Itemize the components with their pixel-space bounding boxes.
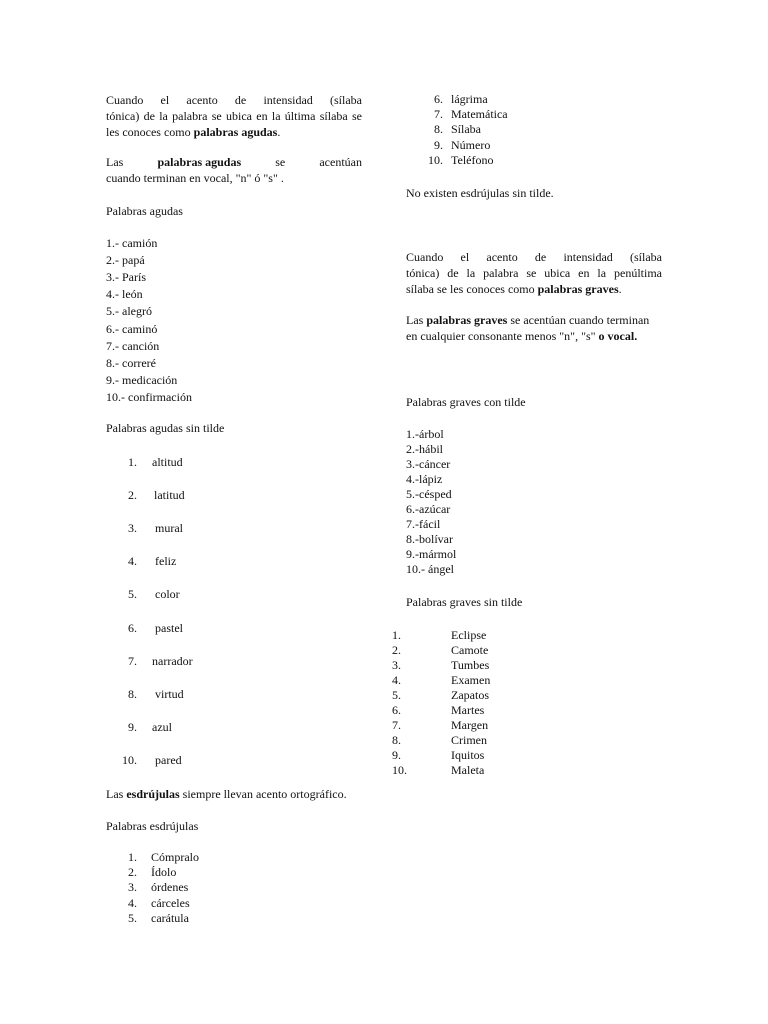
- no-esdrujulas-note: No existen esdrújulas sin tilde.: [406, 186, 554, 200]
- graves-con-tilde-item: 5.-césped: [406, 487, 452, 501]
- agudas-intro-line-2: tónica) de la palabra se ubica en la última sílaba se: [106, 109, 362, 123]
- list-word: Tumbes: [451, 658, 490, 672]
- agudas-sin-tilde-heading: Palabras agudas sin tilde: [106, 421, 225, 435]
- list-number: 5.: [128, 910, 137, 925]
- agudas-intro-paragraph: [106, 92, 362, 140]
- list-word: pastel: [155, 620, 183, 635]
- list-word: Iquitos: [451, 748, 485, 762]
- list-number: 9.: [434, 137, 443, 152]
- list-number: 5.: [392, 688, 401, 702]
- agudas-heading: Palabras agudas: [106, 204, 183, 218]
- list-word: Crimen: [451, 733, 487, 747]
- agudas-item: 4.- león: [106, 287, 143, 302]
- list-number: 4.: [392, 673, 401, 687]
- graves-con-tilde-item: 1.-árbol: [406, 427, 444, 441]
- list-word: Zapatos: [451, 688, 489, 702]
- list-number: 2.: [392, 643, 401, 657]
- list-number: 6.: [434, 92, 443, 106]
- list-number: 9.: [128, 719, 137, 734]
- list-number: 1.: [392, 628, 401, 642]
- list-word: latitud: [154, 488, 185, 503]
- esdrujulas-heading: Palabras esdrújulas: [106, 819, 199, 833]
- agudas-intro-line-1: Cuando el acento de intensidad (sílaba: [106, 93, 362, 107]
- list-number: 2.: [128, 865, 137, 880]
- graves-intro-line-1: Cuando el acento de intensidad (sílaba: [406, 250, 662, 264]
- agudas-rule-line-1: Las palabras agudas se acentúan: [106, 155, 362, 169]
- list-word: cárceles: [151, 895, 190, 910]
- list-number: 6.: [392, 703, 401, 717]
- agudas-intro-line-3: les conoces como palabras agudas.: [106, 125, 281, 139]
- agudas-item: 3.- París: [106, 270, 146, 285]
- agudas-item: 6.- caminó: [106, 321, 158, 336]
- list-word: lágrima: [451, 92, 488, 106]
- list-number: 5.: [128, 587, 137, 602]
- list-number: 1.: [128, 455, 137, 469]
- agudas-rule-line-2: cuando terminan en vocal, "n" ó "s" .: [106, 171, 284, 185]
- list-number: 9.: [392, 748, 401, 762]
- list-word: narrador: [152, 653, 193, 668]
- list-number: 8.: [434, 122, 443, 137]
- agudas-item: 10.- confirmación: [106, 389, 192, 404]
- graves-con-tilde-item: 8.-bolívar: [406, 532, 453, 546]
- agudas-item: 7.- canción: [106, 338, 160, 353]
- list-number: 10.: [428, 152, 443, 167]
- list-number: 4.: [128, 895, 137, 910]
- graves-rule-exception: o vocal.: [598, 329, 638, 343]
- list-word: Ídolo: [151, 865, 177, 880]
- agudas-term: palabras agudas: [193, 125, 278, 139]
- list-number: 1.: [128, 850, 137, 864]
- list-number: 3.: [128, 880, 137, 895]
- graves-rule-line-2: en cualquier consonante menos "n", "s" o vocal.: [406, 329, 638, 343]
- list-word: Sílaba: [451, 122, 481, 137]
- graves-intro-line-3: sílaba se les conoces como palabras graves.: [406, 282, 622, 296]
- graves-term: palabras graves: [537, 282, 619, 296]
- agudas-item: 5.- alegró: [106, 304, 152, 319]
- list-word: Cómpralo: [151, 850, 199, 864]
- list-word: Margen: [451, 718, 489, 732]
- list-word: Maleta: [451, 763, 485, 777]
- list-number: 8.: [392, 733, 401, 747]
- list-word: Matemática: [451, 107, 508, 122]
- graves-intro-paragraph: [406, 249, 662, 297]
- list-number: 7.: [392, 718, 401, 732]
- list-number: 7.: [128, 653, 137, 668]
- esdrujulas-term: esdrújulas: [126, 787, 180, 801]
- agudas-item: 2.- papá: [106, 253, 145, 268]
- list-number: 10.: [122, 752, 137, 767]
- graves-con-tilde-item: 6.-azúcar: [406, 502, 451, 516]
- list-number: 10.: [392, 763, 407, 777]
- list-number: 4.: [128, 554, 137, 569]
- list-word: Teléfono: [451, 152, 494, 167]
- list-word: Martes: [451, 703, 485, 717]
- list-word: feliz: [155, 554, 177, 569]
- list-number: 2.: [128, 488, 137, 503]
- list-word: Examen: [451, 673, 491, 687]
- graves-sin-tilde-heading: Palabras graves sin tilde: [406, 595, 523, 609]
- list-word: Eclipse: [451, 628, 487, 642]
- list-number: 3.: [392, 658, 401, 672]
- graves-rule-term: palabras graves: [426, 313, 508, 327]
- list-word: mural: [155, 521, 183, 536]
- list-word: Camote: [451, 643, 489, 657]
- graves-rule-paragraph: [406, 312, 662, 344]
- list-word: Número: [451, 137, 491, 152]
- list-number: 3.: [128, 521, 137, 536]
- list-word: carátula: [151, 910, 189, 925]
- graves-con-tilde-heading: Palabras graves con tilde: [406, 395, 526, 409]
- list-number: 6.: [128, 620, 137, 635]
- list-word: azul: [152, 719, 172, 734]
- graves-con-tilde-item: 3.-cáncer: [406, 457, 451, 471]
- graves-con-tilde-item: 2.-hábil: [406, 442, 443, 456]
- list-number: 7.: [434, 107, 443, 122]
- agudas-rule-term: palabras agudas: [157, 155, 242, 169]
- list-word: pared: [155, 752, 182, 767]
- graves-con-tilde-item: 4.-lápiz: [406, 472, 443, 486]
- agudas-item: 8.- correré: [106, 355, 156, 370]
- graves-intro-line-2: tónica) de la palabra se ubica en la penúltima: [406, 266, 662, 280]
- list-word: color: [155, 587, 180, 602]
- agudas-item: 9.- medicación: [106, 372, 178, 387]
- list-word: órdenes: [151, 880, 189, 895]
- graves-con-tilde-item: 10.- ángel: [406, 562, 454, 576]
- list-number: 8.: [128, 686, 137, 701]
- graves-con-tilde-item: 9.-mármol: [406, 547, 457, 561]
- graves-con-tilde-item: 7.-fácil: [406, 517, 441, 531]
- agudas-item: 1.- camión: [106, 236, 158, 250]
- agudas-rule-paragraph: [106, 154, 362, 186]
- graves-rule-line-1: Las palabras graves se acentúan cuando terminan: [406, 313, 650, 327]
- list-word: virtud: [155, 686, 184, 701]
- esdrujulas-rule: Las esdrújulas siempre llevan acento ortográfico.: [106, 787, 347, 801]
- list-word: altitud: [152, 455, 183, 469]
